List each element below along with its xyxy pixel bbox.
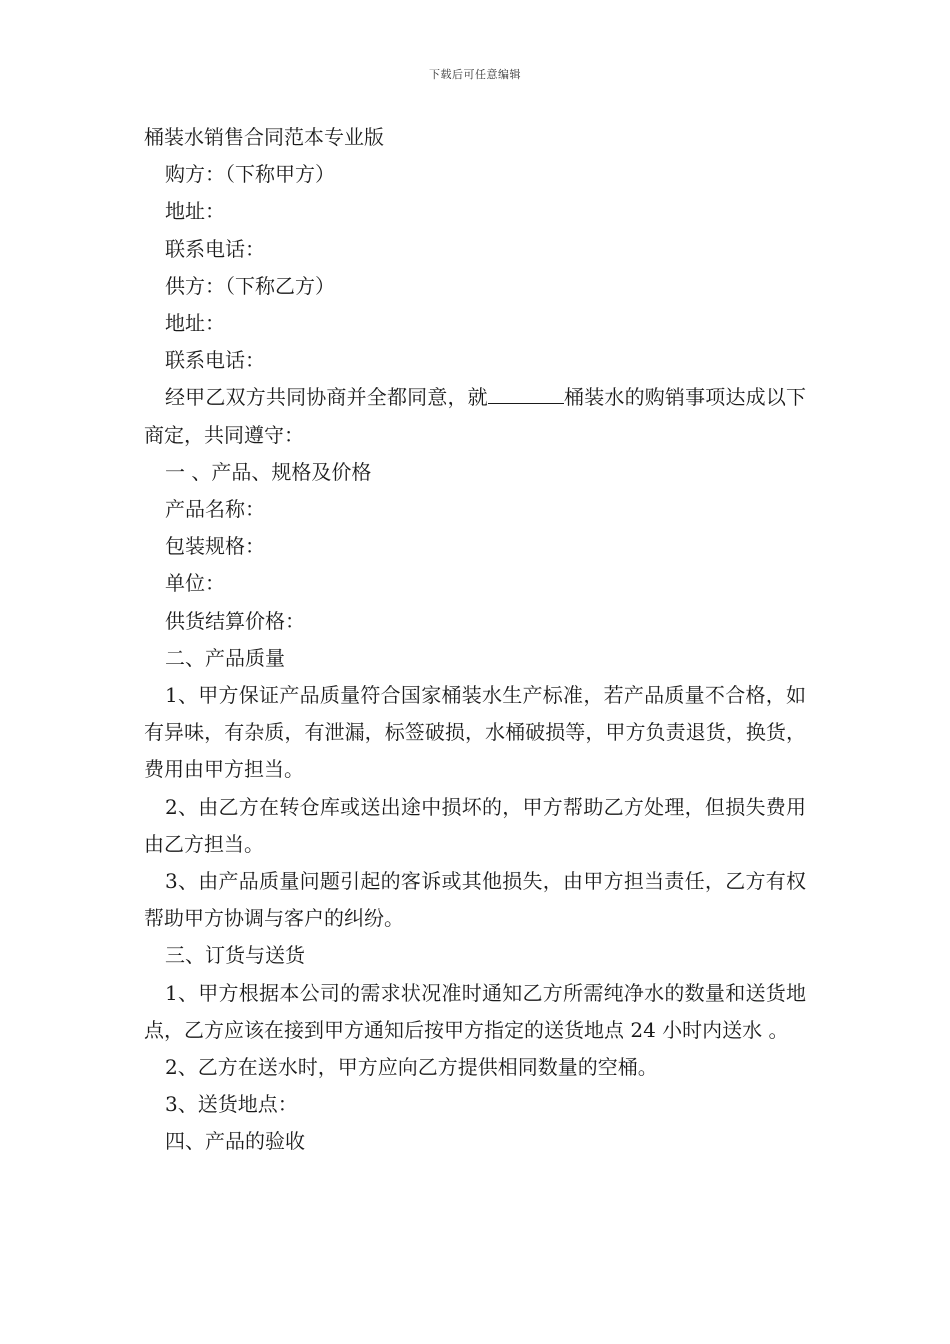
section-heading-3: 三、订货与送货 [165,943,305,968]
section2-paragraph-2: 2、由乙方在转仓库或送出途中损坏的，甲方帮助乙方处理，但损失费用由乙方担当。 [144,794,806,856]
intro-text-before: 经甲乙双方共同协商并全都同意，就 [165,385,488,410]
section3-paragraph-1: 1、甲方根据本公司的需求状况准时通知乙方所需纯净水的数量和送货地点，乙方应该在接到甲方通知后按甲方指定的送货地点 24 小时内送水 。 [144,980,806,1042]
intro-text-after: 桶装水的购销事项达成以下商定，共同遵守： [144,385,807,447]
intro-paragraph [144,379,806,453]
seller-phone: 联系电话： [165,348,265,373]
section-heading-2: 二、产品质量 [165,645,285,670]
section-heading-4: 四、产品的验收 [165,1129,305,1154]
section1-item-product-name: 产品名称： [165,497,265,522]
contract-document [144,119,806,1161]
document-title: 桶装水销售合同范本专业版 [144,125,384,149]
section2-paragraph-1: 1、甲方保证产品质量符合国家桶装水生产标准，若产品质量不合格，如有异味，有杂质，有泄漏，标签破损，水桶破损等，甲方负责退货，换货，费用由甲方担当。 [144,683,806,782]
section1-item-price: 供货结算价格： [165,608,305,633]
section-heading-1: 一 、产品、规格及价格 [165,459,372,484]
section3-paragraph-2: 2、乙方在送水时，甲方应向乙方提供相同数量的空桶。 [165,1055,658,1080]
buyer-address: 地址： [165,199,225,224]
seller-address: 地址： [165,311,225,336]
product-name-blank [488,381,564,404]
section2-paragraph-3: 3、由产品质量问题引起的客诉或其他损失，由甲方担当责任，乙方有权帮助甲方协调与客户的纠纷。 [144,869,806,931]
page-header-note: 下载后可任意编辑 [429,68,521,81]
section1-item-unit: 单位： [165,571,225,596]
buyer-line: 购方：（下称甲方） [165,162,335,187]
buyer-phone: 联系电话： [165,236,265,261]
section1-item-packaging: 包装规格： [165,534,265,559]
section3-paragraph-3: 3、送货地点： [165,1092,298,1117]
seller-line: 供方：（下称乙方） [165,273,335,298]
